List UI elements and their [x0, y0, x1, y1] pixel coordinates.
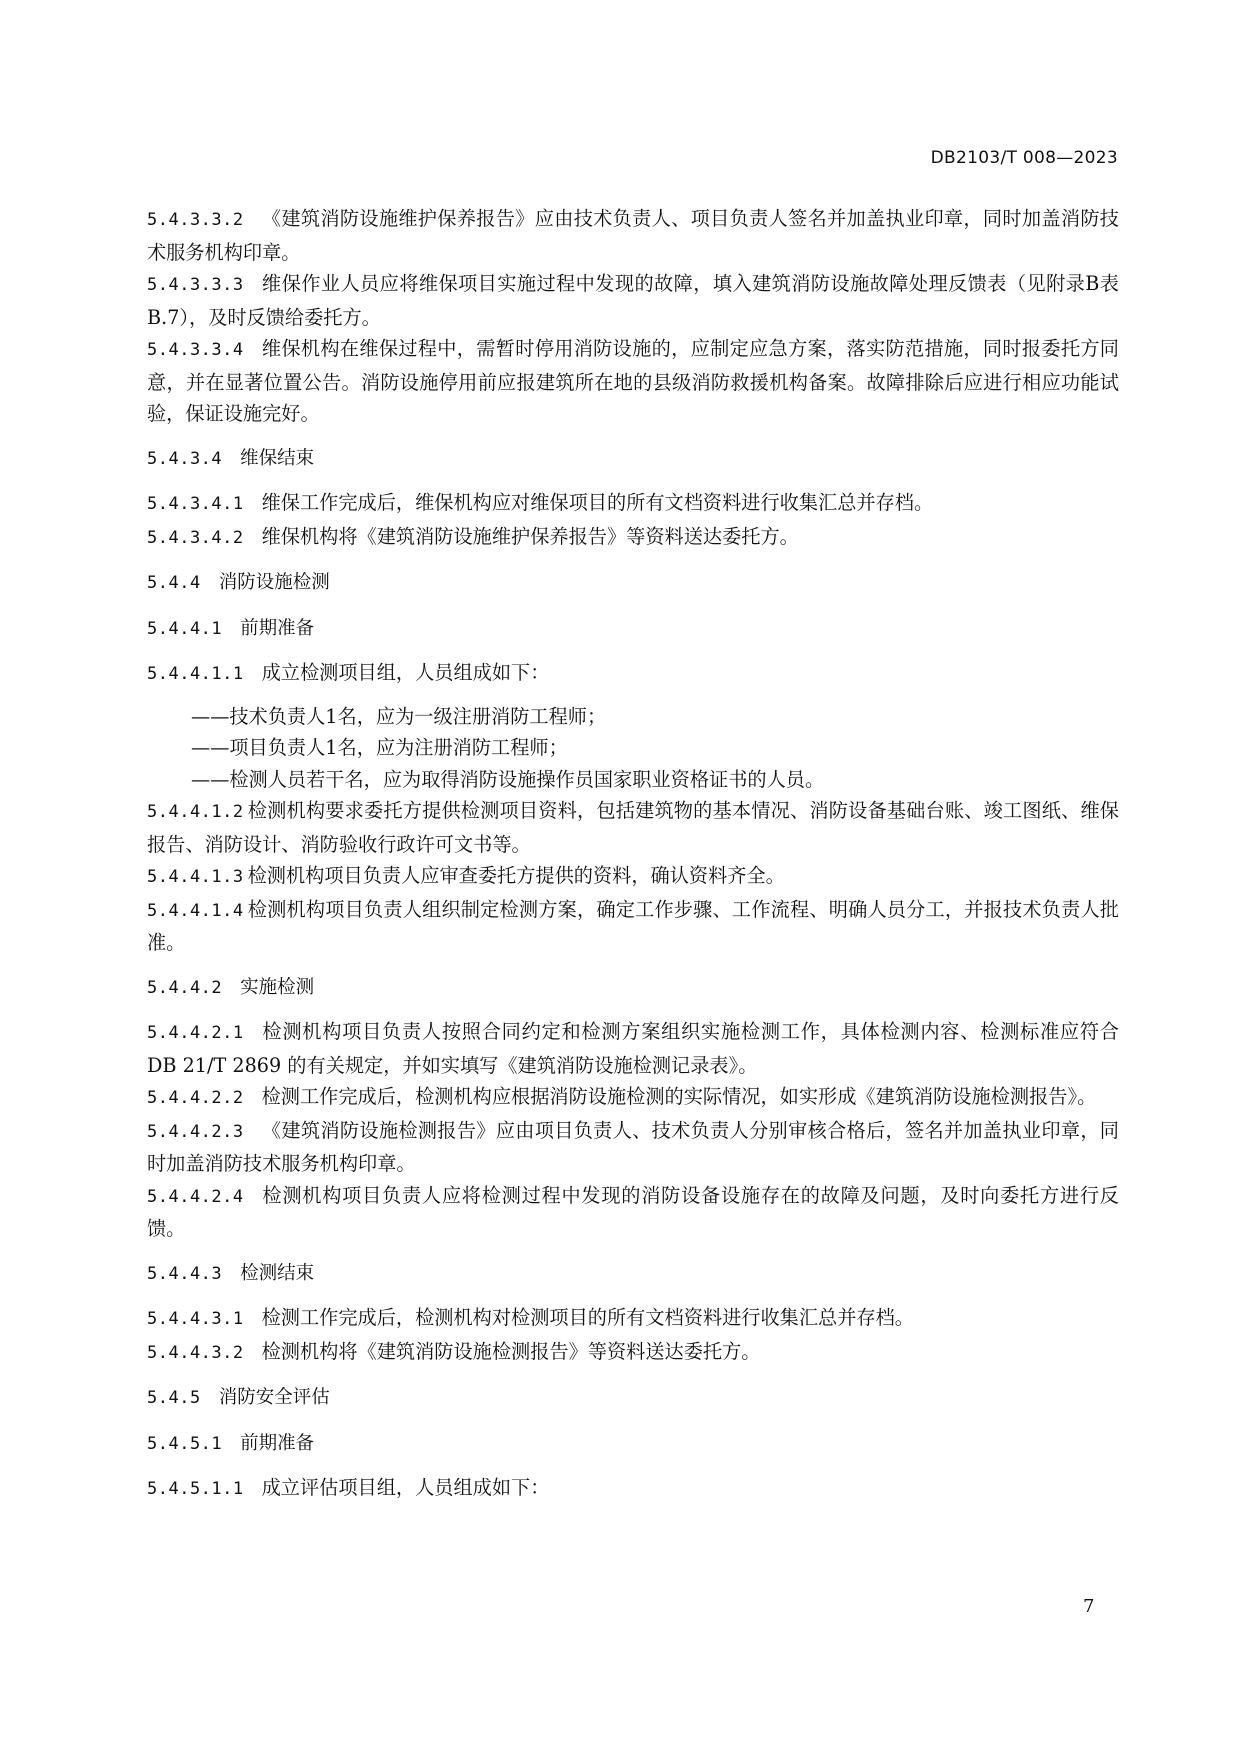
clause-5-4-4-1-1	[147, 657, 1119, 691]
clause-number: 5.4.4.2.4	[147, 1186, 244, 1207]
clause-number: 5.4.4.2.2	[147, 1088, 244, 1108]
clause-5-4-4-2-2	[147, 1081, 1119, 1115]
clause-number: 5.4.4.3.2	[147, 1342, 244, 1363]
section-number: 5.4.4.2	[147, 977, 223, 998]
section-number: 5.4.4	[147, 573, 201, 593]
clause-5-4-3-3-4	[147, 333, 1119, 430]
section-heading-5-4-5	[147, 1382, 1119, 1415]
section-number: 5.4.5.1	[147, 1433, 223, 1454]
list-item: ——技术负责人1名，应为一级注册消防工程师；	[191, 704, 607, 728]
clause-5-4-5-1-1	[147, 1472, 1119, 1506]
clause-text: 检测机构项目负责人组织制定检测方案，确定工作步骤、工作流程、明确人员分工，并报技术负责人批准。	[147, 897, 1119, 954]
clause-5-4-4-2-3	[147, 1115, 1119, 1180]
section-number: 5.4.3.4	[147, 448, 223, 469]
clause-5-4-4-2-1	[147, 1016, 1119, 1081]
clause-number: 5.4.4.1.2	[147, 802, 244, 822]
section-number: 5.4.5	[147, 1388, 201, 1408]
list-item: ——项目负责人1名，应为注册消防工程师；	[191, 736, 568, 759]
clause-number: 5.4.4.1.1	[147, 664, 244, 684]
clause-text: 检测机构项目负责人应审查委托方提供的资料，确认资料齐全。	[247, 864, 785, 887]
clause-text: 维保作业人员应将维保项目实施过程中发现的故障，填入建筑消防设施故障处理反馈表（见附录B表B.7），及时反馈给委托方。	[147, 272, 1119, 329]
clause-5-4-4-1-4	[147, 894, 1119, 959]
section-title: 检测结束	[240, 1262, 315, 1284]
clause-number: 5.4.3.3.2	[147, 210, 244, 230]
clause-text: 检测机构项目负责人按照合同约定和检测方案组织实施检测工作，具体检测内容、检测标准应符合 DB 21/T 2869 的有关规定，并如实填写《建筑消防设施检测记录表》。	[147, 1020, 1119, 1077]
section-heading-5-4-4-1	[147, 613, 1119, 646]
clause-text: 《建筑消防设施检测报告》应由项目负责人、技术负责人分别审核合格后，签名并加盖执业印章，同时加盖消防技术服务机构印章。	[147, 1118, 1119, 1175]
section-number: 5.4.4.1	[147, 618, 223, 639]
clause-number: 5.4.4.2.1	[147, 1023, 244, 1043]
list-item: ——检测人员若干名，应为取得消防设施操作员国家职业资格证书的人员。	[191, 767, 825, 791]
section-heading-5-4-5-1	[147, 1428, 1119, 1461]
clause-text: 成立检测项目组，人员组成如下：	[261, 661, 550, 684]
section-title: 维保结束	[240, 447, 315, 469]
clause-5-4-3-3-3	[147, 268, 1119, 333]
section-title: 实施检测	[240, 976, 315, 998]
clause-text: 维保机构在维保过程中，需暂时停用消防设施的，应制定应急方案，落实防范措施，同时报委托方同意，并在显著位置公告。消防设施停用前应报建筑所在地的县级消防救援机构备案。故障排除后应进行相应功能试验，保证设施完好。	[147, 337, 1119, 425]
clause-text: 检测机构项目负责人应将检测过程中发现的消防设备设施存在的故障及问题，及时向委托方进行反馈。	[147, 1183, 1119, 1240]
clause-number: 5.4.3.3.3	[147, 275, 244, 295]
section-heading-5-4-4-3	[147, 1258, 1119, 1291]
clause-5-4-3-4-1	[147, 487, 1119, 521]
section-title: 消防设施检测	[218, 572, 330, 593]
clause-text: 成立评估项目组，人员组成如下：	[261, 1476, 550, 1499]
clause-number: 5.4.4.2.3	[147, 1121, 244, 1142]
clause-5-4-4-1-3	[147, 860, 1119, 894]
clause-5-4-4-1-2	[147, 795, 1119, 860]
section-title: 前期准备	[240, 617, 315, 639]
clause-number: 5.4.3.3.4	[147, 340, 244, 360]
clause-5-4-3-3-2	[147, 203, 1119, 268]
clause-5-4-3-4-2	[147, 521, 1119, 555]
clause-text: 检测机构将《建筑消防设施检测报告》等资料送达委托方。	[261, 1339, 761, 1363]
clause-text: 《建筑消防设施维护保养报告》应由技术负责人、项目负责人签名并加盖执业印章，同时加盖消防技术服务机构印章。	[147, 207, 1119, 264]
clause-text: 维保工作完成后，维保机构应对维保项目的所有文档资料进行收集汇总并存档。	[261, 491, 934, 514]
section-title: 前期准备	[240, 1432, 315, 1454]
clause-number: 5.4.5.1.1	[147, 1479, 244, 1499]
document-body	[147, 203, 1119, 1506]
section-title: 消防安全评估	[218, 1387, 330, 1408]
clause-number: 5.4.3.4.1	[147, 494, 244, 514]
page-number: 7	[1083, 1596, 1095, 1617]
clause-5-4-4-3-2	[147, 1336, 1119, 1370]
clause-text: 检测工作完成后，检测机构对检测项目的所有文档资料进行收集汇总并存档。	[261, 1306, 914, 1329]
clause-5-4-4-3-1	[147, 1302, 1119, 1336]
section-number: 5.4.4.3	[147, 1263, 223, 1284]
section-heading-5-4-3-4	[147, 443, 1119, 476]
document-code: DB2103/T 008—2023	[930, 148, 1118, 168]
clause-number: 5.4.4.1.3	[147, 867, 244, 887]
clause-number: 5.4.4.1.4	[147, 900, 244, 921]
clause-number: 5.4.3.4.2	[147, 527, 244, 548]
section-heading-5-4-4	[147, 567, 1119, 600]
clause-text: 检测工作完成后，检测机构应根据消防设施检测的实际情况，如实形成《建筑消防设施检测报告》。	[261, 1085, 1097, 1108]
clause-text: 维保机构将《建筑消防设施维护保养报告》等资料送达委托方。	[261, 524, 799, 548]
clause-number: 5.4.4.3.1	[147, 1309, 244, 1329]
section-heading-5-4-4-2	[147, 972, 1119, 1005]
clause-5-4-4-2-4	[147, 1180, 1119, 1245]
clause-text: 检测机构要求委托方提供检测项目资料，包括建筑物的基本情况、消防设备基础台账、竣工图纸、维保报告、消防设计、消防验收行政许可文书等。	[147, 799, 1119, 856]
